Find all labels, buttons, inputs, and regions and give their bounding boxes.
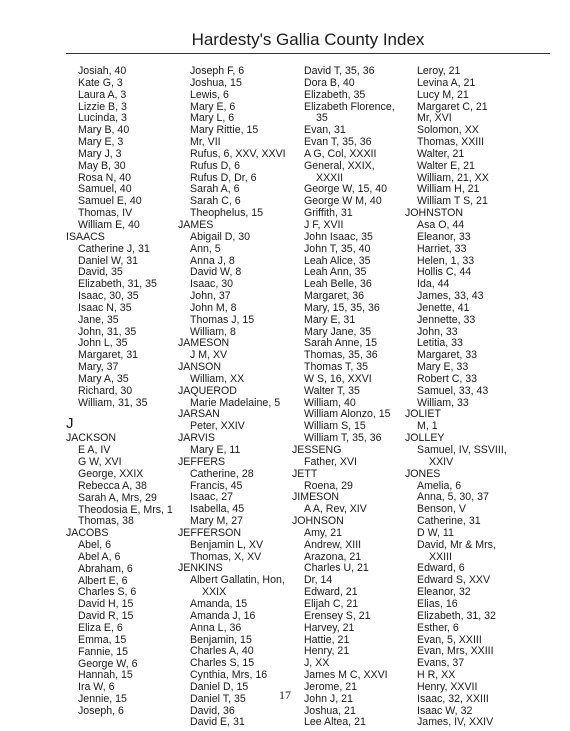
index-entry: Griffith, 31: [304, 207, 353, 220]
index-entry: Thomas J, 15: [190, 313, 255, 326]
index-entry: Abel, 6: [78, 539, 111, 552]
index-entry: William T, 35, 36: [304, 432, 382, 445]
index-entry: John, 37: [190, 290, 231, 303]
index-entry: Ida, 44: [417, 278, 450, 291]
index-entry: Arazona, 21: [304, 550, 362, 563]
index-entry: XXIX: [202, 586, 227, 599]
index-entry: William, 33: [417, 396, 469, 409]
index-entry: John L, 35: [78, 337, 128, 350]
index-entry: Mr, VII: [190, 136, 221, 149]
index-entry: Mary, 37: [78, 361, 119, 374]
index-entry: Mary E, 6: [190, 100, 236, 113]
index-entry: Laura A, 3: [78, 88, 127, 101]
index-entry: Lewis, 6: [190, 88, 229, 101]
index-entry: George W, 6: [78, 657, 138, 670]
index-entry: Theophelus, 15: [190, 207, 264, 220]
index-entry: Daniel T, 35: [190, 692, 246, 705]
index-entry: Mary E, 33: [417, 361, 469, 374]
index-entry: Isaac W, 32: [417, 704, 473, 717]
index-entry: Evan, Mrs, XXIII: [417, 645, 494, 658]
index-entry: Mary M, 27: [190, 515, 243, 528]
index-entry: Lucy M, 21: [417, 88, 469, 101]
surname-heading: JACOBS: [66, 527, 109, 540]
index-entry: Evans, 37: [417, 657, 465, 670]
index-entry: Margaret, 33: [417, 349, 478, 362]
index-entry: Fannie, 15: [78, 645, 129, 658]
index-entry: Charles S, 15: [190, 657, 255, 670]
index-entry: Erensey S, 21: [304, 609, 371, 622]
index-entry: James, IV, XXIV: [417, 716, 494, 729]
index-entry: William Alonzo, 15: [304, 408, 391, 421]
section-letter: J: [66, 415, 74, 433]
index-entry: E A, IV: [78, 444, 111, 457]
index-entry: Sarah A, 6: [190, 183, 240, 196]
index-entry: Andrew, XIII: [304, 538, 362, 551]
index-entry: Rufus D, Dr, 6: [190, 171, 257, 184]
index-entry: Harriet, 33: [417, 242, 467, 255]
index-entry: Isaac N, 35: [78, 301, 132, 314]
index-entry: Margaret C, 21: [417, 100, 488, 113]
index-entry: Margaret, 36: [304, 290, 365, 303]
index-entry: H R, XX: [417, 669, 456, 682]
index-entry: Leah Ann, 35: [304, 266, 367, 279]
index-entry: Eleanor, 33: [417, 230, 471, 243]
index-entry: Mary E, 11: [190, 444, 241, 456]
index-entry: Walter, 21: [417, 147, 465, 160]
index-entry: Hattie, 21: [304, 633, 350, 646]
index-entry: David, 35: [78, 266, 123, 279]
index-entry: Evan, 31: [304, 124, 346, 137]
index-entry: Levina A, 21: [417, 76, 476, 89]
index-entry: Jennie, 15: [78, 693, 127, 706]
index-entry: Isaac, 30, 35: [78, 290, 139, 303]
index-entry: Evan, 5, XXIII: [417, 633, 482, 646]
index-entry: John, 31, 35: [78, 325, 137, 338]
index-entry: Thomas, X, XV: [190, 550, 262, 563]
index-entry: A A, Rev, XIV: [304, 503, 367, 516]
index-entry: Solomon, XX: [417, 124, 479, 137]
index-entry: A G, Col, XXXII: [304, 147, 377, 160]
surname-heading: JARVIS: [178, 432, 215, 445]
index-entry: Thomas, XXIII: [417, 136, 485, 149]
index-entry: Ann, 5: [190, 242, 221, 255]
index-entry: Walter T, 35: [304, 384, 360, 397]
surname-heading: JANSON: [178, 361, 221, 374]
index-entry: General, XXIX,: [304, 159, 375, 172]
surname-heading: JAQUEROD: [178, 384, 237, 397]
index-entry: Father, XVI: [304, 455, 357, 468]
index-entry: Mary L, 6: [190, 112, 235, 125]
index-entry: Letitia, 33: [417, 337, 463, 350]
index-entry: Lizzie B, 3: [78, 100, 127, 113]
index-entry: Hollis C, 44: [417, 266, 472, 279]
index-entry: Josiah, 40: [78, 65, 127, 77]
surname-heading: JAMES: [178, 218, 214, 231]
index-entry: M, 1: [417, 420, 438, 433]
index-entry: XXXII: [316, 171, 344, 184]
index-entry: John, 33: [417, 325, 458, 338]
surname-heading: JOHNSON: [292, 515, 344, 528]
index-entry: Margaret, 31: [78, 349, 139, 362]
index-entry: Cynthia, Mrs, 16: [190, 669, 268, 682]
index-entry: Isaac, 32, XXIII: [417, 692, 489, 705]
index-entry: Elizabeth, 31, 35: [78, 278, 157, 291]
index-entry: W S, 16, XXVI: [304, 372, 372, 385]
index-entry: Rufus D, 6: [190, 159, 241, 172]
index-entry: Albert Gallatin, Hon,: [190, 574, 285, 587]
index-entry: William S, 15: [304, 420, 366, 433]
index-entry: Walter E, 21: [417, 159, 475, 172]
index-entry: Jerome, 21: [304, 680, 357, 693]
index-entry: James, 33, 43: [417, 290, 484, 303]
index-entry: Abigail D, 30: [190, 230, 251, 243]
surname-heading: JOHNSTON: [405, 207, 464, 220]
index-entry: J M, XV: [190, 349, 228, 362]
index-entry: Amanda J, 16: [190, 609, 256, 622]
index-entry: Anna, 5, 30, 37: [417, 491, 489, 504]
index-column-1: [66, 66, 173, 718]
index-entry: G W, XVI: [78, 456, 122, 469]
surname-heading: JONES: [405, 467, 441, 480]
index-entry: William, 31, 35: [78, 396, 148, 409]
index-entry: Elias, 16: [417, 597, 458, 610]
index-entry: May B, 30: [78, 159, 126, 172]
index-entry: Elijah C, 21: [304, 597, 359, 610]
index-entry: Emma, 15: [78, 633, 127, 646]
index-entry: Thomas, IV: [78, 207, 133, 220]
index-entry: Jenette, 41: [417, 301, 470, 314]
index-entry: Samuel E, 40: [78, 195, 142, 208]
index-entry: Harvey, 21: [304, 621, 355, 634]
index-entry: Robert C, 33: [417, 372, 478, 385]
index-entry: Mary, 15, 35, 36: [304, 301, 380, 314]
index-entry: Abraham, 6: [78, 562, 133, 575]
index-entry: Ira W, 6: [78, 681, 115, 694]
index-entry: Mary E, 3: [78, 136, 124, 149]
index-entry: Dr, 14: [304, 574, 333, 587]
index-entry: William, XX: [190, 372, 245, 385]
index-entry: Sarah A, Mrs, 29: [78, 491, 157, 504]
index-entry: Benjamin, 15: [190, 633, 252, 646]
index-entry: Peter, XXIV: [190, 420, 245, 433]
index-entry: Joshua, 21: [304, 704, 356, 717]
index-entry: George, XXIX: [78, 468, 144, 480]
index-entry: John T, 35, 40: [304, 242, 371, 255]
index-entry: Mary B, 40: [78, 124, 130, 137]
index-entry: Elizabeth, 35: [304, 88, 366, 101]
index-entry: Abel A, 6: [78, 550, 121, 563]
index-entry: Thomas, 38: [78, 515, 134, 528]
page-number: 17: [279, 688, 291, 702]
index-entry: Edward S, XXV: [417, 574, 491, 587]
index-entry: XXIII: [429, 550, 452, 563]
index-entry: Rufus, 6, XXV, XXVI: [190, 147, 286, 160]
surname-heading: JESSENG: [292, 444, 342, 456]
index-entry: Amelia, 6: [417, 479, 462, 492]
index-entry: Catherine J, 31: [78, 242, 150, 255]
index-entry: Elizabeth, 31, 32: [417, 609, 496, 622]
index-entry: William H, 21: [417, 183, 480, 196]
index-entry: James M C, XXVI: [304, 669, 388, 682]
index-entry: Isaac, 30: [190, 278, 233, 291]
index-entry: Lucinda, 3: [78, 112, 127, 125]
index-entry: Mary Jane, 35: [304, 325, 372, 338]
index-entry: William, 40: [304, 396, 356, 409]
index-entry: William, 8: [190, 325, 236, 338]
index-entry: Asa O, 44: [417, 218, 465, 231]
index-entry: Samuel, 40: [78, 183, 132, 196]
index-entry: Evan T, 35, 36: [304, 136, 372, 149]
index-entry: Charles A, 40: [190, 645, 254, 658]
index-entry: John M, 8: [190, 301, 237, 314]
index-entry: Amanda, 15: [190, 597, 248, 610]
index-entry: Charles U, 21: [304, 562, 369, 575]
index-entry: Helen, 1, 33: [417, 254, 475, 267]
index-entry: Rosa N, 40: [78, 171, 131, 184]
index-entry: Hannah, 15: [78, 669, 133, 682]
surname-heading: JOLLEY: [405, 432, 445, 445]
index-entry: Samuel, IV, SSVIII,: [417, 444, 507, 456]
surname-heading: JENKINS: [178, 562, 223, 575]
index-entry: Isaac, 27: [190, 491, 233, 504]
index-entry: Joshua, 15: [190, 76, 242, 89]
index-entry: Daniel W, 31: [78, 254, 139, 267]
index-entry: Dora B, 40: [304, 76, 355, 89]
index-entry: J F, XVII: [304, 218, 344, 231]
index-entry: John J, 21: [304, 692, 353, 705]
index-entry: Kate G, 3: [78, 76, 123, 89]
index-entry: Joseph, 6: [78, 704, 124, 717]
index-entry: David R, 15: [78, 610, 134, 623]
index-entry: Thomas T, 35: [304, 361, 368, 374]
index-entry: Anna J, 8: [190, 254, 235, 267]
index-entry: Jennette, 33: [417, 313, 476, 326]
index-entry: Theodosia E, Mrs, 1: [78, 503, 173, 516]
index-entry: David, Mr & Mrs,: [417, 538, 496, 551]
index-entry: Rebecca A, 38: [78, 479, 147, 492]
index-entry: Henry, XXVII: [417, 680, 478, 693]
index-entry: Albert E, 6: [78, 574, 128, 587]
index-entry: Lee Altea, 21: [304, 716, 366, 729]
surname-heading: JIMESON: [292, 491, 340, 504]
header-rule: [66, 53, 550, 54]
surname-heading: ISAACS: [66, 230, 105, 243]
index-column-4: [405, 66, 507, 729]
index-entry: George W M, 40: [304, 195, 382, 208]
index-entry: Mr, XVI: [417, 112, 452, 125]
index-entry: Daniel D, 15: [190, 680, 249, 693]
index-column-3: [292, 66, 395, 729]
index-entry: Richard, 30: [78, 384, 133, 397]
surname-heading: JOLIET: [405, 408, 441, 421]
index-entry: Catherine, 31: [417, 515, 481, 528]
index-entry: Henry, 21: [304, 645, 350, 658]
index-entry: Sarah C, 6: [190, 195, 241, 208]
page-header: Hardesty's Gallia County Index: [191, 30, 425, 49]
index-entry: Mary J, 3: [78, 147, 122, 160]
index-entry: David H, 15: [78, 598, 134, 611]
index-entry: William T S, 21: [417, 195, 488, 208]
index-entry: Roena, 29: [304, 479, 353, 492]
index-entry: Anna L, 36: [190, 621, 242, 634]
surname-heading: JAMESON: [178, 337, 230, 350]
index-entry: Elizabeth Florence,: [304, 100, 395, 113]
index-entry: Sarah Anne, 15: [304, 337, 378, 350]
index-entry: Benjamin L, XV: [190, 538, 264, 551]
index-entry: D W, 11: [417, 526, 454, 539]
index-entry: Joseph F, 6: [190, 65, 245, 77]
surname-heading: JEFFERSON: [178, 526, 241, 539]
index-entry: John Isaac, 35: [304, 230, 373, 243]
index-entry: Charles S, 6: [78, 586, 137, 599]
index-entry: 35: [316, 112, 328, 125]
index-entry: Isabella, 45: [190, 503, 245, 516]
index-entry: David T, 35, 36: [304, 65, 375, 77]
surname-heading: JETT: [292, 467, 318, 480]
index-entry: Edward, 21: [304, 586, 358, 599]
index-entry: David W, 8: [190, 266, 242, 279]
index-entry: David, 36: [190, 704, 235, 717]
index-entry: Leah Belle, 36: [304, 278, 372, 291]
index-entry: William, 21, XX: [417, 171, 489, 184]
index-entry: Samuel, 33, 43: [417, 384, 489, 397]
index-entry: Mary E, 31: [304, 313, 356, 326]
surname-heading: JARSAN: [178, 408, 220, 421]
index-entry: Catherine, 28: [190, 467, 254, 480]
index-entry: Eliza E, 6: [78, 621, 123, 634]
index-entry: Mary Rittie, 15: [190, 124, 259, 137]
index-entry: Edward, 6: [417, 562, 465, 575]
index-entry: Benson, V: [417, 503, 466, 516]
index-entry: Leah Alice, 35: [304, 254, 371, 267]
index-entry: XXIV: [429, 455, 454, 468]
index-entry: David E, 31: [190, 716, 245, 729]
index-entry: Eleanor, 32: [417, 586, 471, 599]
surname-heading: JEFFERS: [178, 455, 226, 468]
index-entry: George W, 15, 40: [304, 183, 388, 196]
index-entry: Esther, 6: [417, 621, 459, 634]
index-entry: Thomas, 35, 36: [304, 349, 378, 362]
index-entry: William E, 40: [78, 218, 140, 231]
index-entry: Amy, 21: [304, 526, 343, 539]
index-entry: Mary A, 35: [78, 372, 129, 385]
index-column-2: [178, 66, 286, 729]
surname-heading: JACKSON: [66, 432, 117, 445]
index-entry: J, XX: [304, 657, 330, 670]
index-entry: Leroy, 21: [417, 65, 461, 77]
index-entry: Francis, 45: [190, 479, 243, 492]
index-entry: Marie Madelaine, 5: [190, 396, 281, 409]
index-entry: Jane, 35: [78, 313, 119, 326]
